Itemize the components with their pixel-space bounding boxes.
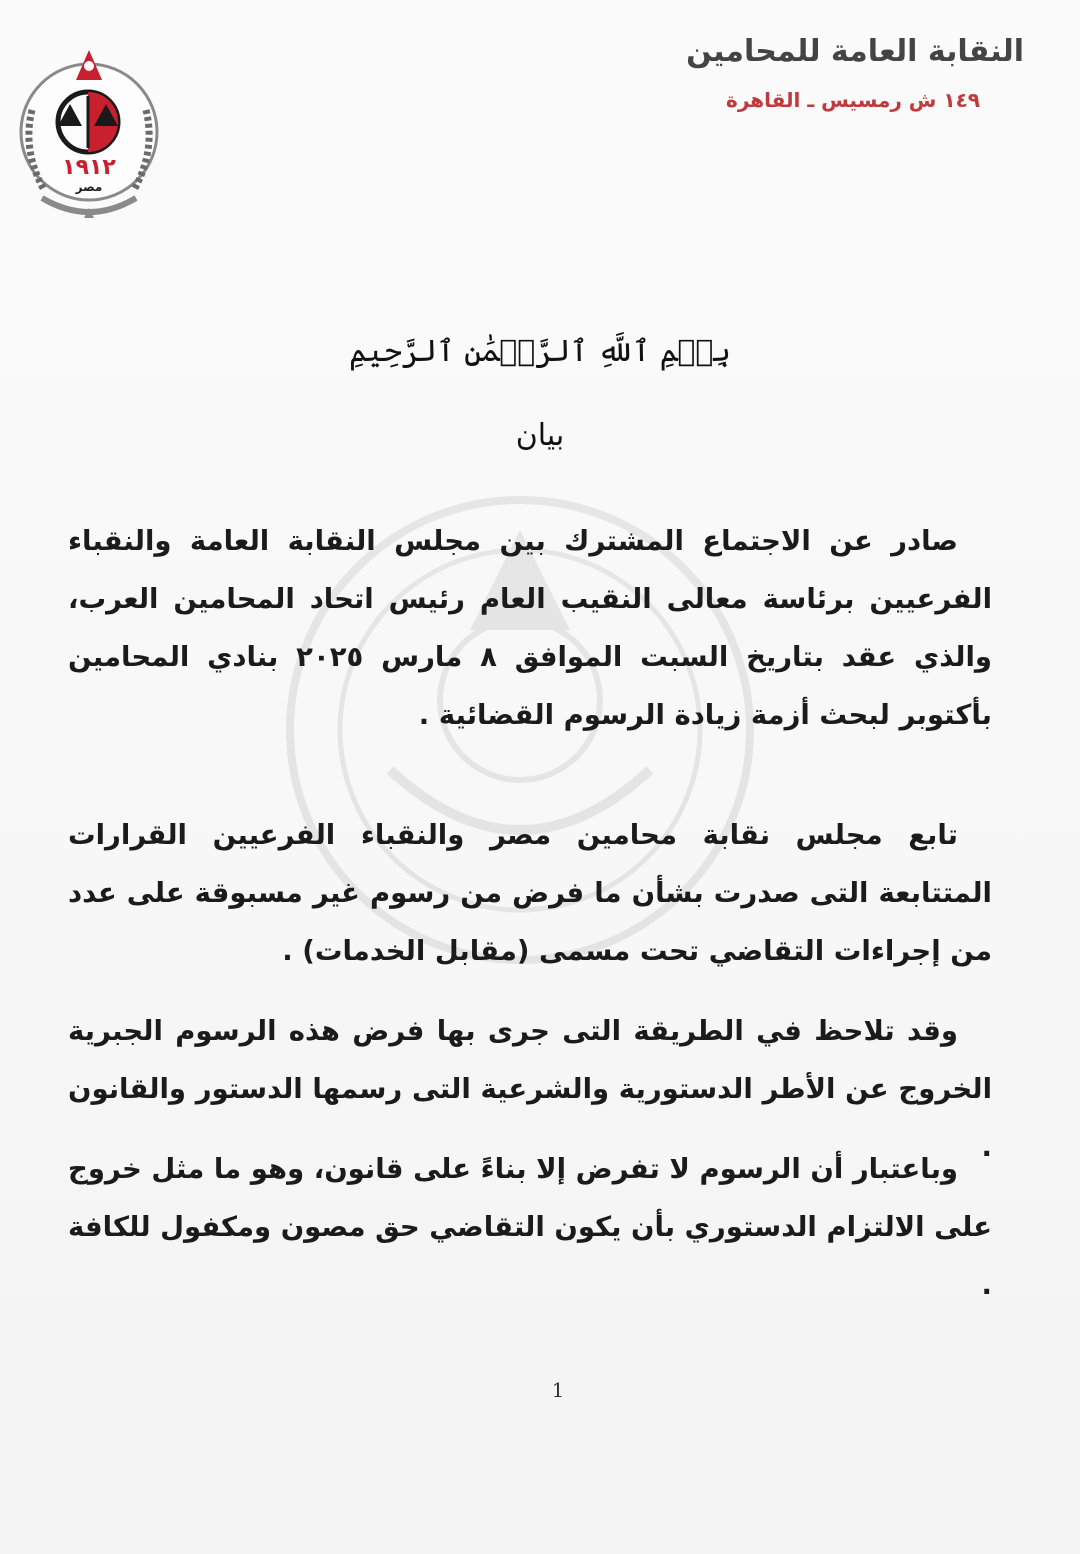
paragraph — [68, 806, 992, 980]
paragraph-text: تابع مجلس نقابة محامين مصر والنقباء الفرعيين القرارات المتتابعة التى صدرت بشأن ما فرض من رسوم غير مسبوقة على عدد من إجراءات التقاضي تحت مسمى (مقابل الخدمات) . — [68, 819, 992, 967]
bar-association-logo — [14, 40, 164, 230]
paragraph-text: وقد تلاحظ في الطريقة التى جرى بها فرض هذه الرسوم الجبرية الخروج عن الأطر الدستورية والشرعية التى رسمها الدستور والقانون . — [68, 1015, 992, 1163]
paragraph — [68, 512, 992, 744]
logo-country: مصر — [75, 180, 103, 194]
organization-address: ١٤٩ ش رمسيس ـ القاهرة — [726, 88, 980, 112]
paragraph-text: وباعتبار أن الرسوم لا تفرض إلا بناءً على قانون، وهو ما مثل خروج على الالتزام الدستوري بأن يكون التقاضي حق مصون ومكفول للكافة . — [68, 1153, 992, 1301]
paragraph — [68, 1140, 992, 1314]
organization-name: النقابة العامة للمحامين — [686, 34, 1024, 69]
page-number: 1 — [551, 1378, 565, 1402]
basmala: بِسۡمِ ٱللَّهِ ٱلرَّحۡمَٰنِ ٱلرَّحِيمِ — [349, 334, 731, 369]
statement-title: بيان — [515, 418, 565, 453]
paragraph-text: صادر عن الاجتماع المشترك بين مجلس النقابة العامة والنقباء الفرعيين برئاسة معالى النقيب العام رئيس اتحاد المحامين العرب، والذي عقد بتاريخ السبت الموافق ٨ مارس ٢٠٢٥ بنادي المحامين بأكتوبر لبحث أزمة زيادة الرسوم القضائية . — [68, 525, 992, 731]
logo-year: ١٩١٢ — [62, 155, 116, 180]
